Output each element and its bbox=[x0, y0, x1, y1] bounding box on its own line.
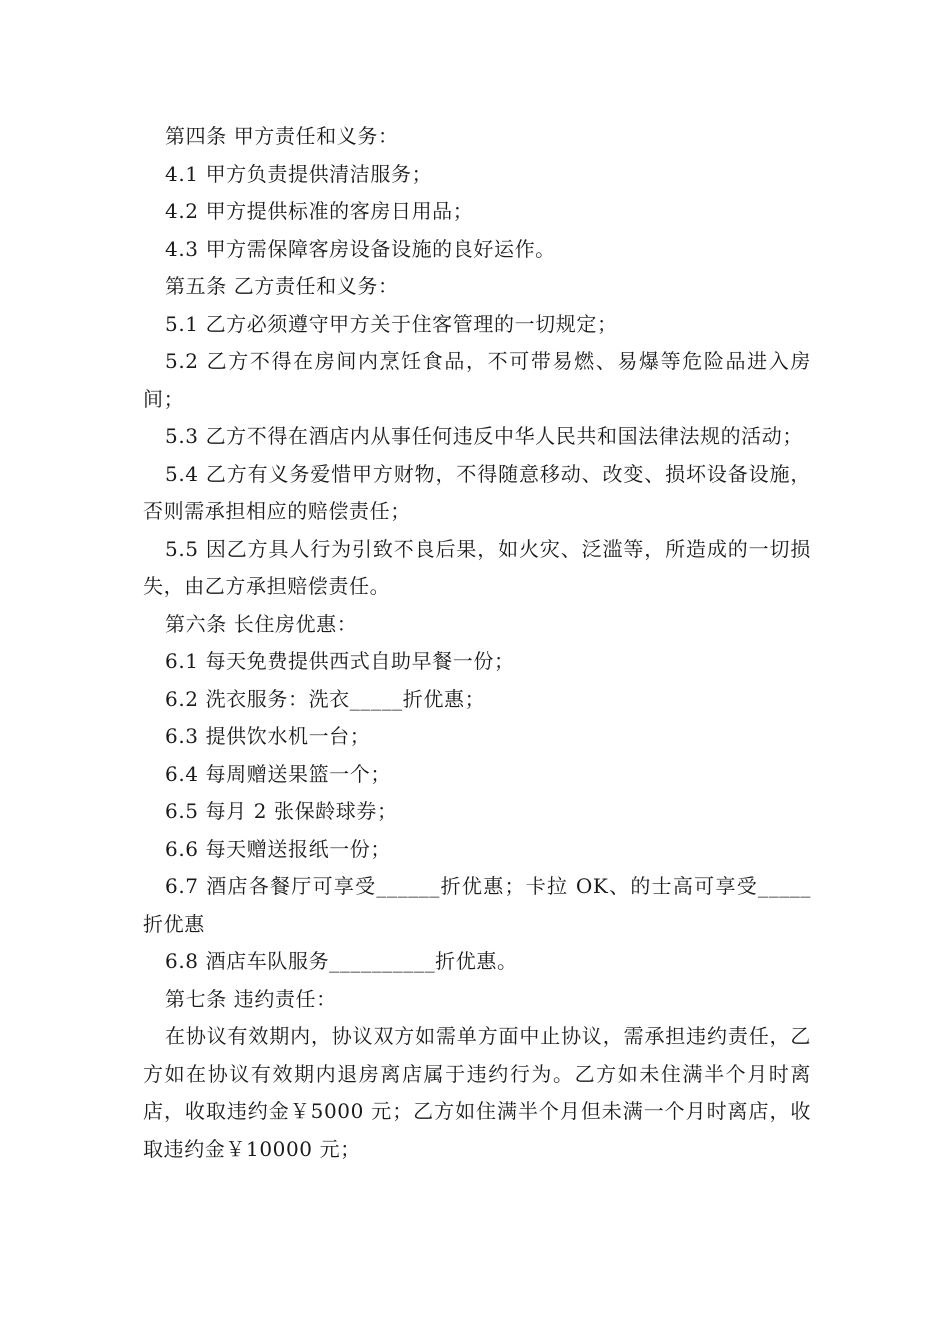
clause-5-4: 5.4 乙方有义务爱惜甲方财物，不得随意移动、改变、损坏设备设施，否则需承担相应的赔偿责任； bbox=[143, 461, 811, 523]
clause-6-6: 6.6 每天赠送报纸一份； bbox=[165, 836, 391, 861]
document-body bbox=[143, 118, 811, 1168]
clause-6-2: 6.2 洗衣服务：洗衣_____折优惠； bbox=[165, 686, 486, 711]
article-4-heading: 第四条 甲方责任和义务： bbox=[165, 124, 399, 148]
clause-6-4: 6.4 每周赠送果篮一个； bbox=[165, 761, 391, 786]
clause-4-3: 4.3 甲方需保障客房设备设施的良好运作。 bbox=[165, 236, 556, 261]
article-7-body: 在协议有效期内，协议双方如需单方面中止协议，需承担违约责任，乙方如在协议有效期内退房离店属于违约行为。乙方如未住满半个月时离店，收取违约金￥5000 元；乙方如住满半个月但未满一个月时离店，收取违约金￥10000 元； bbox=[143, 1024, 811, 1161]
clause-5-5: 5.5 因乙方具人行为引致不良后果，如火灾、泛滥等，所造成的一切损失，由乙方承担赔偿责任。 bbox=[143, 536, 811, 598]
clause-5-3: 5.3 乙方不得在酒店内从事任何违反中华人民共和国法律法规的活动； bbox=[165, 424, 803, 448]
clause-6-8: 6.8 酒店车队服务__________折优惠。 bbox=[165, 949, 518, 973]
clause-5-2: 5.2 乙方不得在房间内烹饪食品，不可带易燃、易爆等危险品进入房间； bbox=[143, 349, 811, 411]
clause-4-1: 4.1 甲方负责提供清洁服务； bbox=[165, 161, 433, 186]
clause-4-2: 4.2 甲方提供标准的客房日用品； bbox=[165, 199, 474, 223]
clause-6-7: 6.7 酒店各餐厅可享受______折优惠；卡拉 OK、的士高可享受_____折优惠 bbox=[143, 874, 811, 936]
article-5-heading: 第五条 乙方责任和义务： bbox=[165, 274, 399, 298]
clause-6-3: 6.3 提供饮水机一台； bbox=[165, 724, 371, 748]
article-7-heading: 第七条 违约责任： bbox=[165, 986, 337, 1011]
clause-5-1: 5.1 乙方必须遵守甲方关于住客管理的一切规定； bbox=[165, 311, 618, 336]
clause-6-1: 6.1 每天免费提供西式自助早餐一份； bbox=[165, 649, 515, 673]
clause-6-5: 6.5 每月 2 张保龄球券； bbox=[165, 799, 398, 823]
article-6-heading: 第六条 长住房优惠： bbox=[165, 611, 358, 636]
